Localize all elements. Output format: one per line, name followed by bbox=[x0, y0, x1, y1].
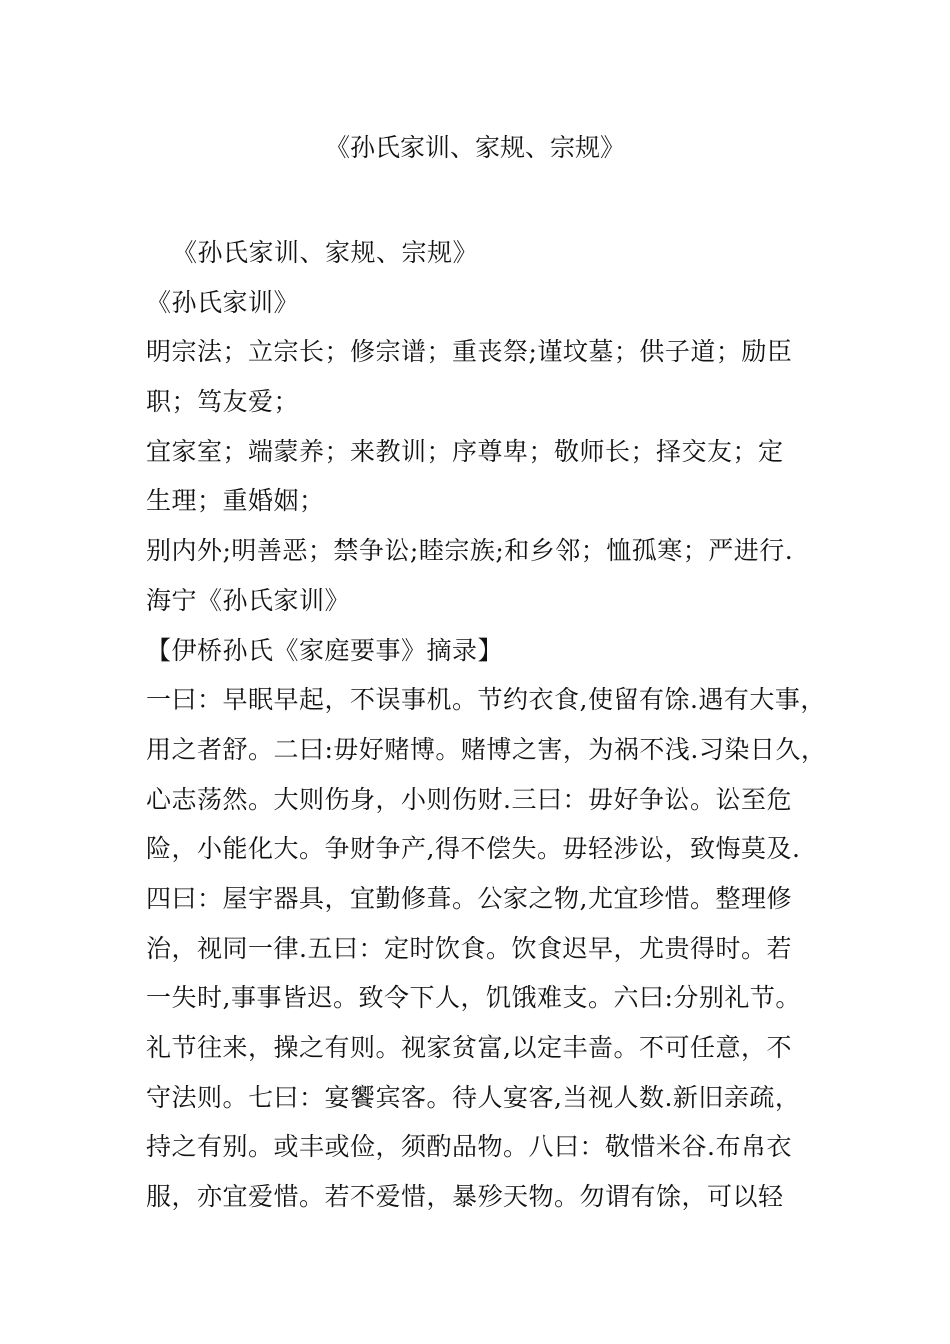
text-line: 一曰：早眠早起，不误事机。节约衣食,使留有馀.遇有大事， bbox=[146, 685, 826, 715]
text-line: 生理；重婚姻； bbox=[146, 486, 325, 516]
document-title: 《孙氏家训、家规、宗规》 bbox=[324, 133, 625, 162]
text-line: 四曰：屋宇器具，宜勤修葺。公家之物,尤宜珍惜。整理修 bbox=[146, 883, 792, 913]
text-line: 险，小能化大。争财争产,得不偿失。毋轻涉讼，致悔莫及. bbox=[146, 834, 801, 864]
text-line: 别内外;明善恶；禁争讼;睦宗族;和乡邻；恤孤寒；严进行. bbox=[146, 536, 794, 566]
text-line: 一失时,事事皆迟。致令下人，饥饿难支。六曰:分别礼节。 bbox=[146, 983, 801, 1013]
text-line: 心志荡然。大则伤身，小则伤财.三曰：毋好争讼。讼至危 bbox=[146, 784, 792, 814]
text-line: 用之者舒。二曰:毋好赌博。赌博之害，为祸不浅.习染日久， bbox=[146, 734, 827, 764]
text-line: 治，视同一律.五曰：定时饮食。饮食迟早，尤贵得时。若 bbox=[146, 933, 792, 963]
text-line: 职；笃友爱； bbox=[146, 387, 300, 417]
section-heading-excerpt: 【伊桥孙氏《家庭要事》摘录】 bbox=[146, 635, 504, 665]
text-line: 海宁《孙氏家训》 bbox=[146, 585, 351, 615]
body-heading: 《孙氏家训、家规、宗规》 bbox=[172, 238, 479, 267]
text-line: 服，亦宜爱惜。若不爱惜，暴殄天物。勿谓有馀，可以轻 bbox=[146, 1182, 784, 1212]
text-line: 宜家室；端蒙养；来教训；序尊卑；敬师长；择交友；定 bbox=[146, 436, 784, 466]
section-heading-family-instructions: 《孙氏家训》 bbox=[146, 287, 300, 317]
text-line: 明宗法；立宗长；修宗谱；重丧祭;谨坟墓；供子道；励臣 bbox=[146, 337, 793, 367]
text-line: 礼节往来，操之有则。视家贫富,以定丰啬。不可任意，不 bbox=[146, 1033, 792, 1062]
document-body bbox=[146, 228, 826, 1222]
text-line: 守法则。七曰：宴饗宾客。待人宴客,当视人数.新旧亲疏， bbox=[146, 1082, 801, 1112]
text-line: 持之有别。或丰或俭，须酌品物。八曰：敬惜米谷.布帛衣 bbox=[146, 1132, 792, 1162]
